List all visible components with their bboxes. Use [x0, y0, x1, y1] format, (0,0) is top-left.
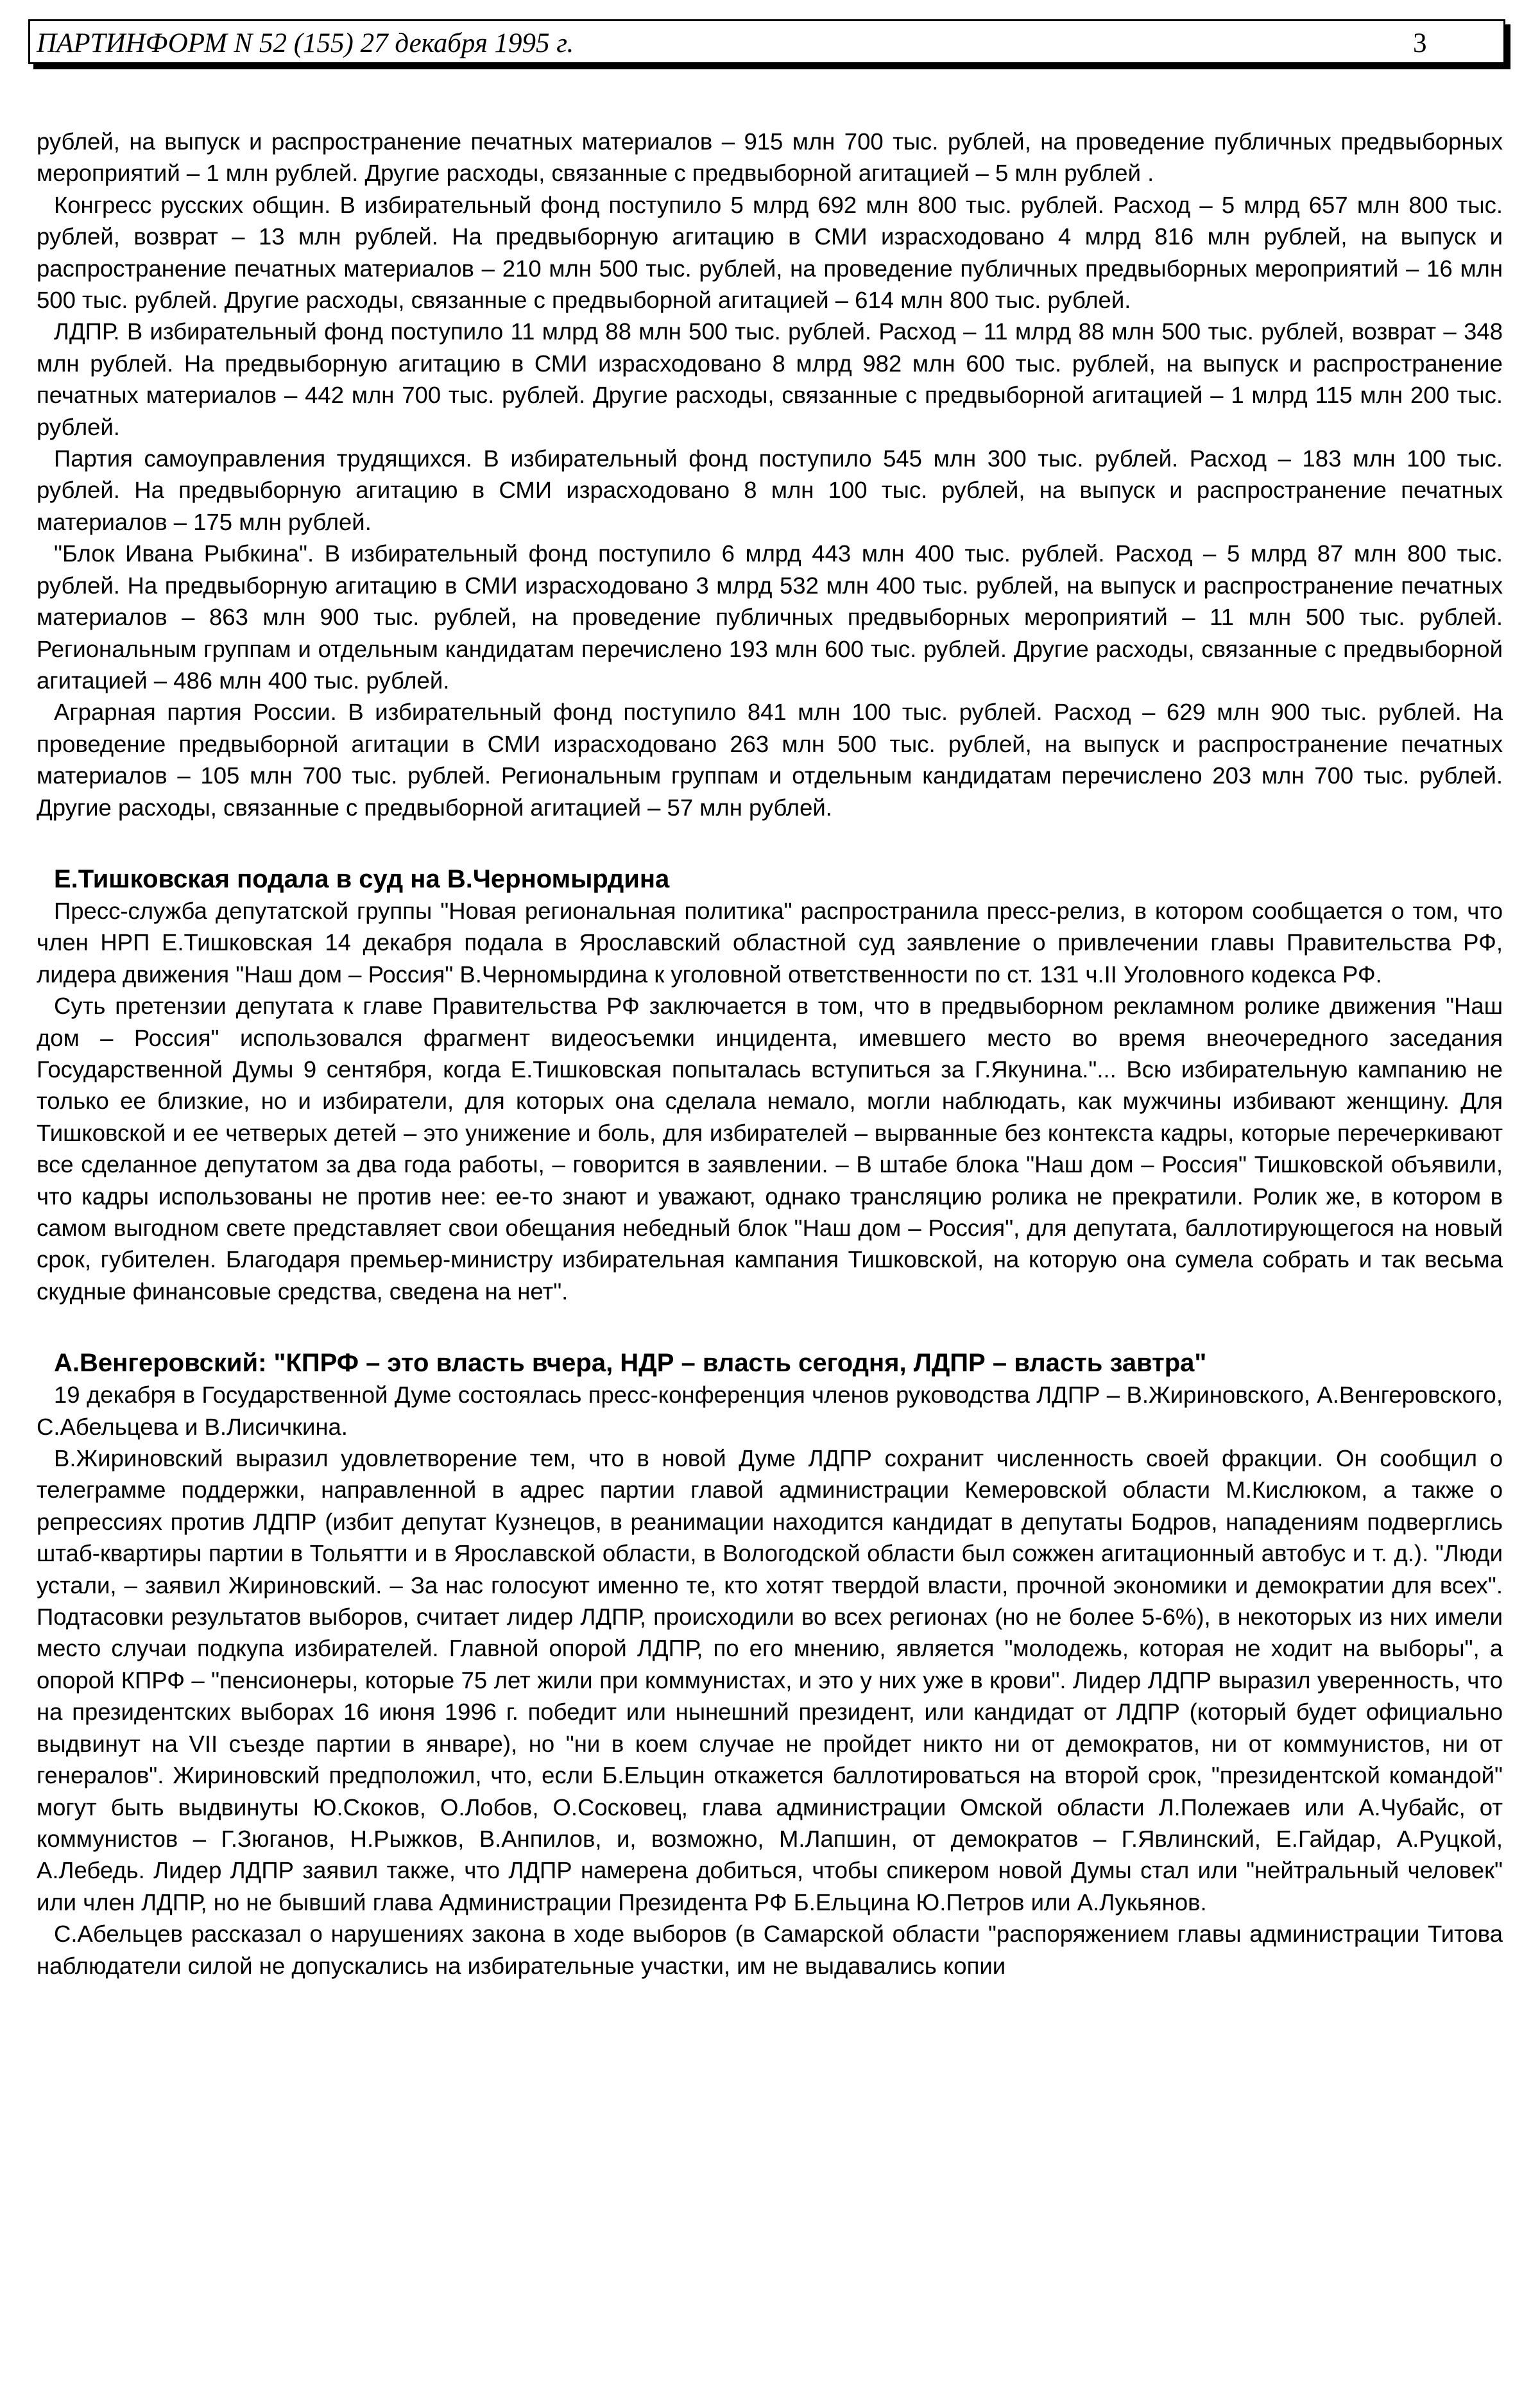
header-title: ПАРТИНФОРМ N 52 (155) 27 декабря 1995 г.: [37, 28, 574, 58]
article-body: [37, 126, 1503, 1982]
paragraph: Партия самоуправления трудящихся. В избирательный фонд поступило 545 млн 300 тыс. рублей. Расход – 183 млн 100 тыс. рублей. На предвыборную агитацию в СМИ израсходовано 8 млн 100 тыс. рублей, на выпуск и распространение печатных материалов – 175 млн рублей.: [37, 445, 1503, 535]
paragraph: В.Жириновский выразил удовлетворение тем, что в новой Думе ЛДПР сохранит численность своей фракции. Он сообщил о телеграмме поддержки, направленной в адрес партии главой администрации Кемеровской области М.Кислюком, а также о репрессиях против ЛДПР (избит депутат Кузнецов, в реанимации находится кандидат в депутаты Бодров, нападениям подверглись штаб-квартиры партии в Тольятти и в Ярославской области, в Вологодской области был сожжен агитационный автобус и т. д.). "Люди устали, – заявил Жириновский. – За нас голосуют именно те, кто хотят твердой власти, прочной экономики и демократии для всех". Подтасовки результатов выборов, считает лидер ЛДПР, происходили во всех регионах (но не более 5-6%), в некоторых из них имели место случаи подкупа избирателей. Главной опорой ЛДПР, по его мнению, является "молодежь, которая не ходит на выборы", а опорой КПРФ – "пенсионеры, которые 75 лет жили при коммунистах, и это у них уже в крови". Лидер ЛДПР выразил уверенность, что на президентских выборах 16 июня 1996 г. победит или нынешний президент, или кандидат от ЛДПР (который будет официально выдвинут на VII съезде партии в январе), но "ни в коем случае не пройдет никто ни от демократов, ни от коммунистов, ни от генералов". Жириновский предположил, что, если Б.Ельцин откажется баллотироваться на второй срок, "президентской командой" могут быть выдвинуты Ю.Скоков, О.Лобов, О.Сосковец, глава администрации Омской области Л.Полежаев или А.Чубайс, от коммунистов – Г.Зюганов, Н.Рыжков, В.Анпилов, и, возможно, М.Лапшин, от демократов – Г.Явлинский, Е.Гайдар, А.Руцкой, А.Лебедь. Лидер ЛДПР заявил также, что ЛДПР намерена добиться, чтобы спикером новой Думы стал или "нейтральный человек" или член ЛДПР, но не бывший глава Администрации Президента РФ Б.Ельцина Ю.Петров или А.Лукьянов.: [37, 1445, 1503, 1915]
paragraph: Пресс-служба депутатской группы "Новая региональная политика" распространила пресс-релиз, в котором сообщается о том, что член НРП Е.Тишковская 14 декабря подала в Ярославский областной суд заявление о привлечении главы Правительства РФ, лидера движения "Наш дом – Россия" В.Черномырдина к уголовной ответственности по ст. 131 ч.II Уголовного кодекса РФ.: [37, 897, 1503, 988]
page-header: [28, 19, 1505, 64]
paragraph: ЛДПР. В избирательный фонд поступило 11 млрд 88 млн 500 тыс. рублей. Расход – 11 млрд 88 млн 500 тыс. рублей, возврат – 348 млн рублей. На предвыборную агитацию в СМИ израсходовано 8 млрд 982 млн 600 тыс. рублей, на выпуск и распространение печатных материалов – 442 млн 700 тыс. рублей. Другие расходы, связанные с предвыборной агитацией – 1 млрд 115 млн 200 тыс. рублей.: [37, 318, 1503, 440]
article-headline: А.Венгеровский: "КПРФ – это власть вчера, НДР – власть сегодня, ЛДПР – власть завтра": [54, 1349, 1207, 1378]
paragraph: Суть претензии депутата к главе Правительства РФ заключается в том, что в предвыборном рекламном ролике движения "Наш дом – Россия" использовался фрагмент видеосъемки инцидента, имевшего место во время внеочередного заседания Государственной Думы 9 сентября, когда Е.Тишковская попыталась вступиться за Г.Якунина."... Всю избирательную кампанию не только ее близкие, но и избиратели, для которых она сделала немало, могли наблюдать, как мужчины избивают женщину. Для Тишковской и ее четверых детей – это унижение и боль, для избирателей – вырванные без контекста кадры, которые перечеркивают все сделанное депутатом за два года работы, – говорится в заявлении. – В штабе блока "Наш дом – Россия" Тишковской объявили, что кадры использованы не против нее: ее-то знают и уважают, однако трансляцию ролика не прекратили. Ролик же, в котором в самом выгодном свете представляет свои обещания небедный блок "Наш дом – Россия", для депутата, баллотирующегося на новый срок, губителен. Благодаря премьер-министру избирательная кампания Тишковской, на которую она сумела собрать и так весьма скудные финансовые средства, сведена на нет".: [37, 993, 1503, 1305]
paragraph: Конгресс русских общин. В избирательный фонд поступило 5 млрд 692 млн 800 тыс. рублей. Расход – 5 млрд 657 млн 800 тыс. рублей, возврат – 13 млн рублей. На предвыборную агитацию в СМИ израсходовано 4 млрд 816 млн рублей, на выпуск и распространение печатных материалов – 210 млн 500 тыс. рублей, на проведение публичных предвыборных мероприятий – 16 млн 500 тыс. рублей. Другие расходы, связанные с предвыборной агитацией – 614 млн 800 тыс. рублей.: [37, 191, 1503, 314]
article-headline: Е.Тишковская подала в суд на В.Черномырдина: [54, 864, 670, 893]
paragraph: 19 декабря в Государственной Думе состоялась пресс-конференция членов руководства ЛДПР – В.Жириновского, А.Венгеровского, С.Абельцева и В.Лисичкина.: [37, 1382, 1503, 1440]
paragraph: "Блок Ивана Рыбкина". В избирательный фонд поступило 6 млрд 443 млн 400 тыс. рублей. Расход – 5 млрд 87 млн 800 тыс. рублей. На предвыборную агитацию в СМИ израсходовано 3 млрд 532 млн 400 тыс. рублей, на выпуск и распространение печатных материалов – 863 млн 900 тыс. рублей, на проведение публичных предвыборных мероприятий – 11 млн 500 тыс. рублей. Региональным группам и отдельным кандидатам перечислено 193 млн 600 тыс. рублей. Другие расходы, связанные с предвыборной агитацией – 486 млн 400 тыс. рублей.: [37, 540, 1503, 694]
page-number: 3: [1413, 28, 1427, 58]
paragraph: С.Абельцев рассказал о нарушениях закона в ходе выборов (в Самарской области "распоряжением главы администрации Титова наблюдатели силой не допускались на избирательные участки, им не выдавались копии: [37, 1921, 1503, 1979]
paragraph: Аграрная партия России. В избирательный фонд поступило 841 млн 100 тыс. рублей. Расход – 629 млн 900 тыс. рублей. На проведение предвыборной агитации в СМИ израсходовано 263 млн 500 тыс. рублей, на выпуск и распространение печатных материалов – 105 млн 700 тыс. рублей. Региональным группам и отдельным кандидатам перечислено 203 млн 700 тыс. рублей. Другие расходы, связанные с предвыборной агитацией – 57 млн рублей.: [37, 699, 1503, 821]
paragraph: рублей, на выпуск и распространение печатных материалов – 915 млн 700 тыс. рублей, на проведение публичных предвыборных мероприятий – 1 млн рублей. Другие расходы, связанные с предвыборной агитацией – 5 млн рублей .: [37, 128, 1503, 187]
